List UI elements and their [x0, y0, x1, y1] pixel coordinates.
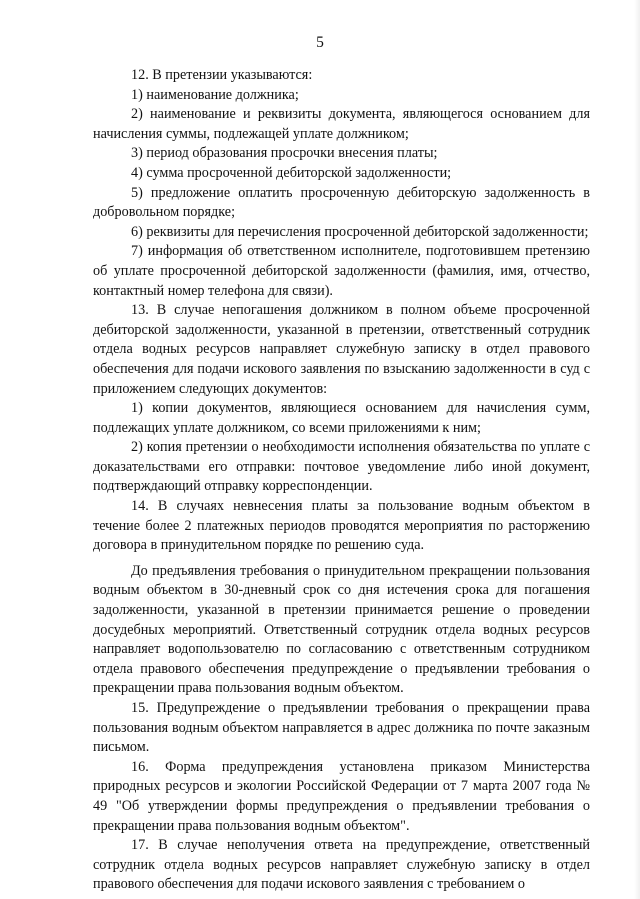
- paragraph-12-item-7: 7) информация об ответственном исполнителе, подготовившем претензию об уплате просроченной дебиторской задолженности (фамилия, имя, отчество, контактный номер телефона для связи).: [93, 243, 590, 299]
- paragraph-16: 16. Форма предупреждения установлена приказом Министерства природных ресурсов и экологии Российской Федерации от 7 марта 2007 года № 49 "Об утверждении формы предупреждения о предъявлении требования о прекращении права пользования водным объектом".: [93, 758, 590, 834]
- paragraph-17: 17. В случае неполучения ответа на предупреждение, ответственный сотрудник отдела водных ресурсов направляет служебную записку в отдел правового обеспечения для подачи искового заявления с требованием о: [93, 837, 590, 893]
- paragraph-12-item-4: 4) сумма просроченной дебиторской задолженности;: [131, 164, 452, 181]
- page-edge-shadow: [634, 0, 640, 899]
- paragraph-14: 14. В случаях невнесения платы за пользование водным объектом в течение более 2 платежных периодов проводятся мероприятия по расторжению договора в принудительном порядке по решению суда.: [93, 498, 590, 554]
- paragraph-12-item-6: 6) реквизиты для перечисления просроченной дебиторской задолженности;: [131, 223, 589, 240]
- document-body: [93, 66, 590, 895]
- page-number: 5: [316, 34, 324, 51]
- paragraph-13-item-2: 2) копия претензии о необходимости исполнения обязательства по уплате с доказательствами его отправки: почтовое уведомление либо иной документ, подтверждающий отправку корреспонденции.: [93, 439, 590, 495]
- paragraph-13-item-1: 1) копии документов, являющиеся основанием для начисления сумм, подлежащих уплате должником, со всеми приложениями к ним;: [93, 400, 590, 436]
- paragraph-12-item-3: 3) период образования просрочки внесения платы;: [131, 145, 438, 162]
- paragraph-15: 15. Предупреждение о предъявлении требования о прекращении права пользования водным объектом направляется в адрес должника по почте заказным письмом.: [93, 700, 590, 756]
- paragraph-14-continuation: До предъявления требования о принудительном прекращении пользования водным объектом в 30-дневный срок со дня истечения срока для погашения задолженности, указанной в претензии принимается решение о проведении досудебных мероприятий. Ответственный сотрудник отдела водных ресурсов направляет водопользователю по согласованию с ответственным сотрудником отдела правового обеспечения предупреждение о предъявлении требования о прекращении права пользования водным объектом.: [93, 562, 590, 697]
- paragraph-12-item-5: 5) предложение оплатить просроченную дебиторскую задолженность в добровольном порядке;: [93, 184, 590, 221]
- paragraph-12-item-1: 1) наименование должника;: [131, 86, 299, 103]
- paragraph-12-item-2: 2) наименование и реквизиты документа, являющегося основанием для начисления суммы, подлежащей уплате должником;: [93, 106, 590, 142]
- paragraph-13: 13. В случае непогашения должником в полном объеме просроченной дебиторской задолженности, указанной в претензии, ответственный сотрудник отдела водных ресурсов направляет служебную записку в отдел правового обеспечения для подачи искового заявления по взысканию задолженности в суд с приложением следующих документов:: [93, 302, 590, 397]
- paragraph-12-heading: 12. В претензии указываются:: [131, 67, 313, 83]
